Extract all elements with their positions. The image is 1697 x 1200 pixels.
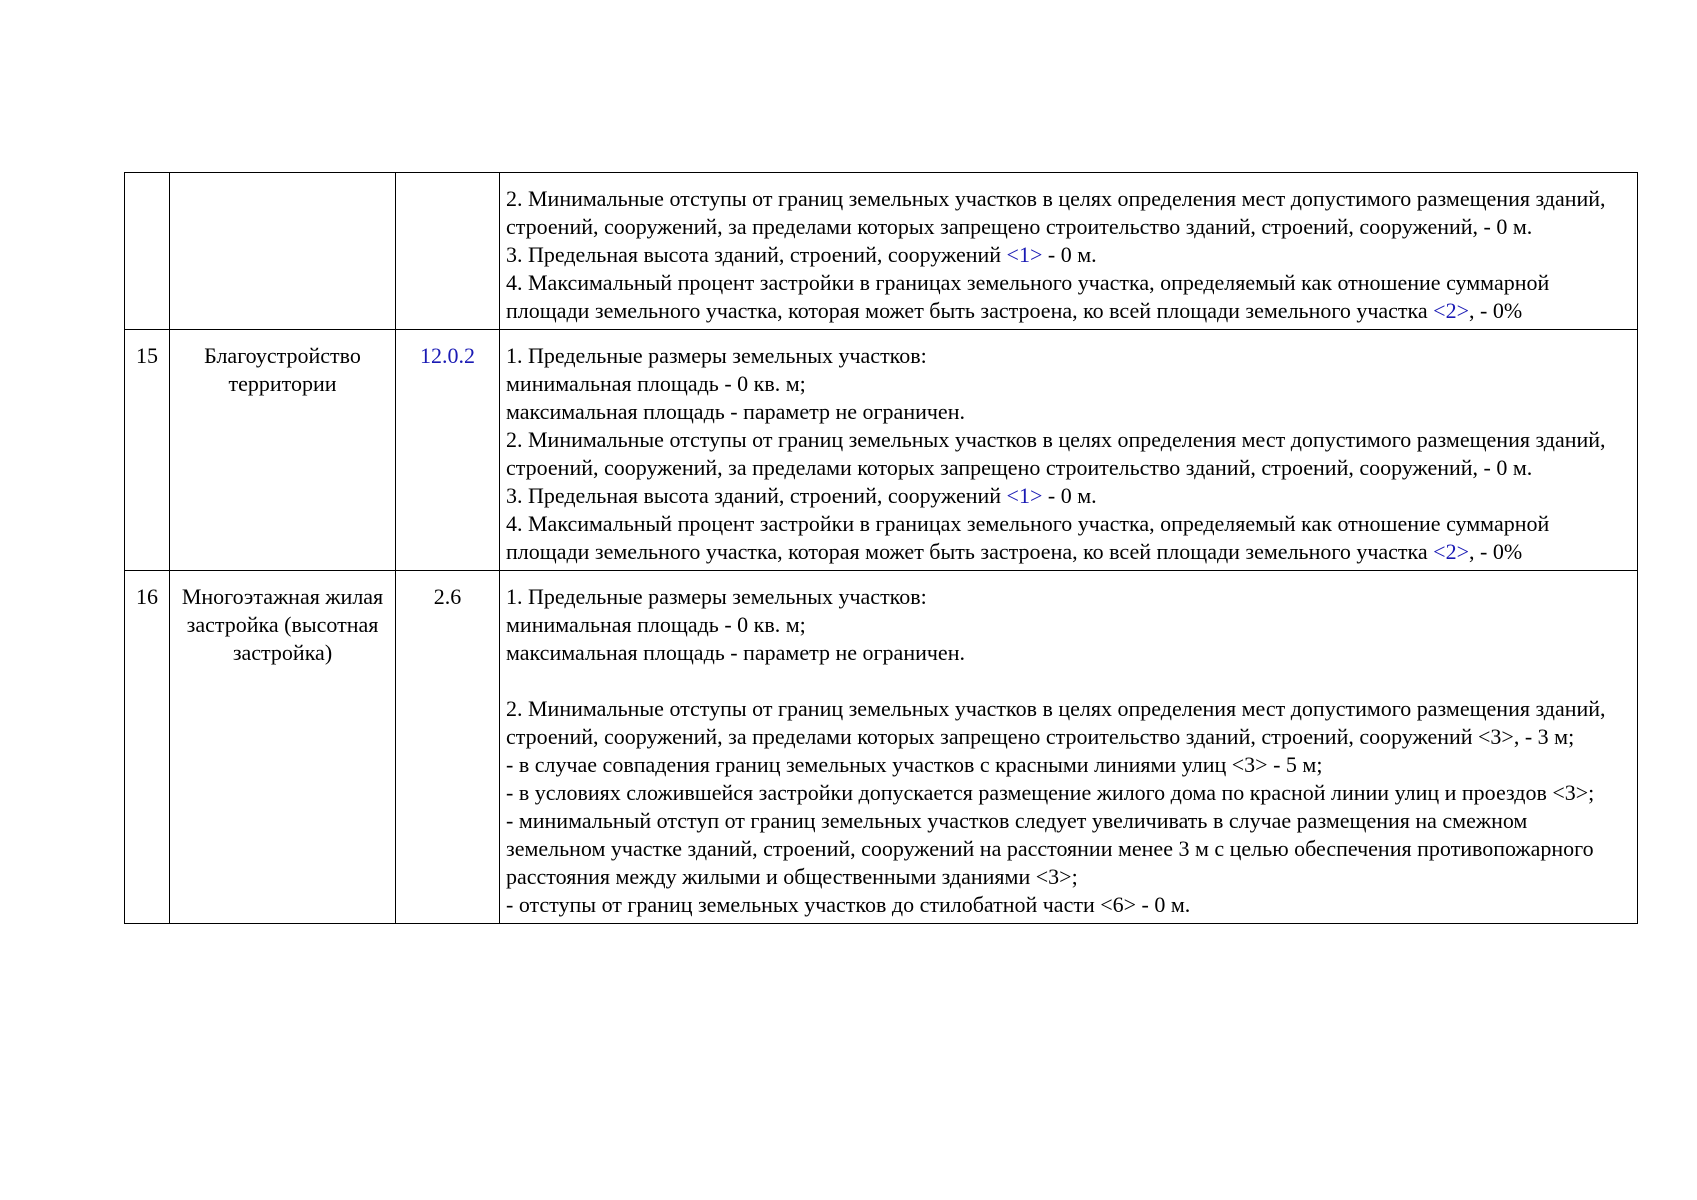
footnote-link[interactable]: <2> xyxy=(1433,298,1469,323)
land-use-code-cell: 2.6 xyxy=(396,571,500,924)
parameter-line xyxy=(506,779,1631,807)
parameter-text: - 0 м. xyxy=(1042,483,1097,508)
parameter-line xyxy=(506,510,1631,566)
parameter-line xyxy=(506,891,1631,919)
parameter-text: - в случае совпадения границ земельных участков с красными линиями улиц <3> - 5 м; xyxy=(506,752,1323,777)
table-row xyxy=(125,330,1638,571)
footnote-link[interactable]: <1> xyxy=(1006,483,1043,508)
parameter-text: - отступы от границ земельных участков до стилобатной части <6> - 0 м. xyxy=(506,892,1191,917)
parameter-text: 1. Предельные размеры земельных участков: xyxy=(506,343,927,368)
parameter-text: 2. Минимальные отступы от границ земельных участков в целях определения мест допустимого размещения зданий, строений, сооружений, за пределами которых запрещено строительство зданий, строений, сооружений <3>, - 3 м; xyxy=(506,696,1606,749)
row-number-cell: 16 xyxy=(125,571,170,924)
parameter-line xyxy=(506,342,1631,370)
parameters-cell xyxy=(500,173,1638,330)
parameter-text: 2. Минимальные отступы от границ земельных участков в целях определения мест допустимого размещения зданий, строений, сооружений, за пределами которых запрещено строительство зданий, строений, сооружений, - 0 м. xyxy=(506,186,1606,239)
parameter-line xyxy=(506,185,1631,241)
parameter-text: минимальная площадь - 0 кв. м; xyxy=(506,371,806,396)
parameter-line xyxy=(506,751,1631,779)
land-use-code-cell xyxy=(396,330,500,571)
parameter-line xyxy=(506,370,1631,398)
footnote-link[interactable]: <2> xyxy=(1433,539,1469,564)
parameters-cell xyxy=(500,571,1638,924)
land-use-code-link[interactable]: 12.0.2 xyxy=(420,343,475,368)
parameter-line xyxy=(506,398,1631,426)
parameter-line xyxy=(506,241,1631,269)
parameter-text: 2. Минимальные отступы от границ земельных участков в целях определения мест допустимого размещения зданий, строений, сооружений, за пределами которых запрещено строительство зданий, строений, сооружений, - 0 м. xyxy=(506,427,1606,480)
parameter-text: , - 0% xyxy=(1469,539,1523,564)
row-number-cell xyxy=(125,173,170,330)
land-use-name-cell: Многоэтажная жилая застройка (высотная застройка) xyxy=(170,571,396,924)
parameter-text: 3. Предельная высота зданий, строений, сооружений xyxy=(506,242,1007,267)
footnote-link[interactable]: <1> xyxy=(1006,242,1043,267)
parameter-text: - в условиях сложившейся застройки допускается размещение жилого дома по красной линии улиц и проездов <3>; xyxy=(506,780,1595,805)
table-row xyxy=(125,173,1638,330)
land-use-name-cell xyxy=(170,173,396,330)
parameter-line xyxy=(506,583,1631,611)
parameter-text: максимальная площадь - параметр не ограничен. xyxy=(506,640,965,665)
land-use-code-cell xyxy=(396,173,500,330)
parameter-line xyxy=(506,611,1631,639)
parameter-line xyxy=(506,695,1631,751)
table-row xyxy=(125,571,1638,924)
parameter-text: максимальная площадь - параметр не ограничен. xyxy=(506,399,965,424)
parameter-text: , - 0% xyxy=(1469,298,1523,323)
parameter-line xyxy=(506,269,1631,325)
land-use-name-cell: Благоустройство территории xyxy=(170,330,396,571)
parameter-line xyxy=(506,426,1631,482)
row-number-cell: 15 xyxy=(125,330,170,571)
parameter-text: минимальная площадь - 0 кв. м; xyxy=(506,612,806,637)
land-use-parameters-table xyxy=(124,172,1638,924)
parameter-line xyxy=(506,807,1631,891)
parameter-text: 1. Предельные размеры земельных участков: xyxy=(506,584,927,609)
parameters-cell xyxy=(500,330,1638,571)
parameter-text: - 0 м. xyxy=(1042,242,1097,267)
parameter-line xyxy=(506,639,1631,667)
blank-line xyxy=(506,667,1631,695)
parameter-text: - минимальный отступ от границ земельных участков следует увеличивать в случае размещения на смежном земельном участке зданий, строений, сооружений на расстоянии менее 3 м с целью обеспечения противопожарного расстояния между жилыми и общественными зданиями <3>; xyxy=(506,808,1594,889)
parameter-text: 3. Предельная высота зданий, строений, сооружений xyxy=(506,483,1007,508)
parameter-text: 4. Максимальный процент застройки в границах земельного участка, определяемый как отношение суммарной площади земельного участка, которая может быть застроена, ко всей площади земельного участка xyxy=(506,511,1550,564)
parameter-line xyxy=(506,482,1631,510)
parameter-text: 4. Максимальный процент застройки в границах земельного участка, определяемый как отношение суммарной площади земельного участка, которая может быть застроена, ко всей площади земельного участка xyxy=(506,270,1550,323)
